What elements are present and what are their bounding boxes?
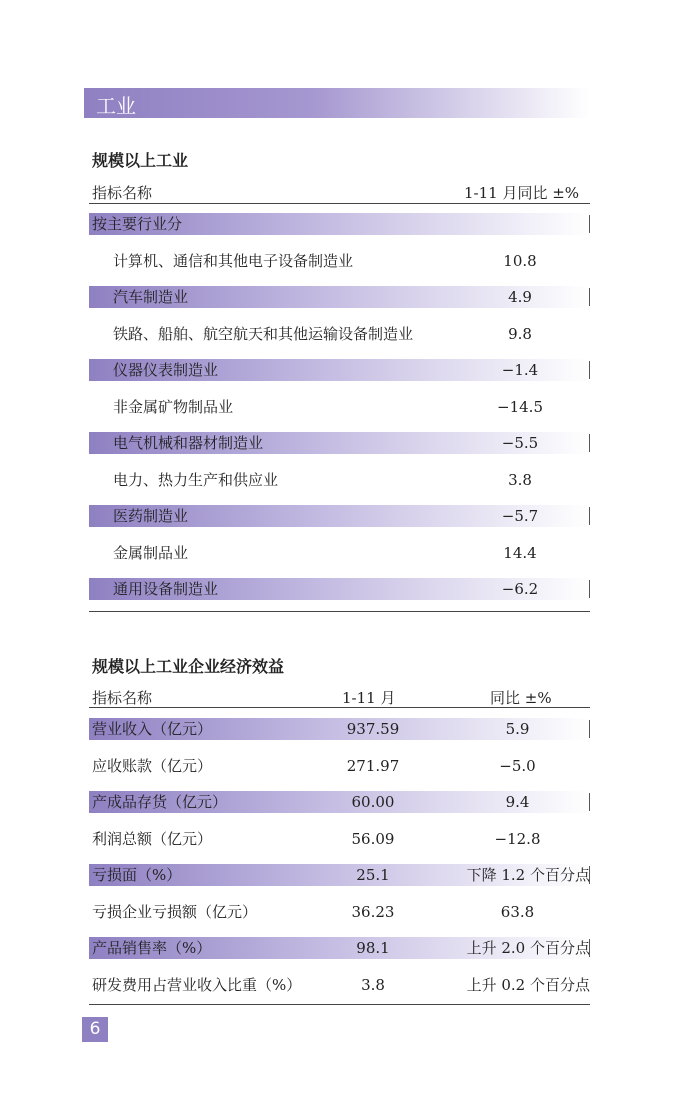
- table-row: [89, 755, 590, 777]
- table-row: [89, 718, 590, 740]
- table-row: [89, 828, 590, 850]
- table2-col-name: 指标名称: [92, 689, 153, 707]
- row-name: 金属制品业: [113, 544, 189, 562]
- table1-header-rule: [89, 203, 590, 204]
- table-row: [89, 937, 590, 959]
- row-value: 4.9: [508, 288, 532, 306]
- row-name: 应收账款（亿元）: [92, 757, 213, 775]
- row-name: 电气机械和器材制造业: [113, 434, 264, 452]
- row-name: 铁路、船舶、航空航天和其他运输设备制造业: [113, 325, 414, 343]
- row-name: 亏损面（%）: [92, 866, 182, 884]
- row-name: 汽车制造业: [113, 288, 189, 306]
- table-row: [89, 323, 590, 345]
- table1-bottom-rule: [89, 611, 590, 612]
- row-change: 下降 1.2 个百分点: [466, 866, 590, 884]
- table2-bottom-rule: [89, 1004, 590, 1005]
- row-name: 计算机、通信和其他电子设备制造业: [113, 252, 354, 270]
- row-change: 上升 2.0 个百分点: [466, 939, 590, 957]
- table-row: [89, 791, 590, 813]
- row-value: 271.97: [346, 757, 400, 775]
- table2-col-value: 1-11 月: [342, 689, 396, 707]
- row-name: 非金属矿物制品业: [113, 398, 234, 416]
- row-name: 营业收入（亿元）: [92, 720, 213, 738]
- table1-col-value: 1-11 月同比 ±%: [464, 184, 580, 202]
- row-value: 25.1: [356, 866, 390, 884]
- row-value: −5.7: [501, 507, 539, 525]
- row-value: −5.5: [501, 434, 539, 452]
- table1-title: 规模以上工业: [92, 151, 189, 170]
- table-row: [89, 578, 590, 600]
- row-value: 3.8: [508, 471, 532, 489]
- row-value: 56.09: [351, 830, 395, 848]
- row-change: 63.8: [500, 903, 535, 921]
- row-value: 36.23: [351, 903, 395, 921]
- table-row: [89, 469, 590, 491]
- table2-header-rule: [89, 707, 590, 708]
- row-value: −6.2: [501, 580, 539, 598]
- page-number: 6: [82, 1017, 108, 1042]
- table-row: [89, 505, 590, 527]
- table-row: [89, 974, 590, 996]
- table1-group-row: [89, 213, 590, 235]
- row-value: −1.4: [501, 361, 539, 379]
- row-value: −14.5: [497, 398, 543, 416]
- row-name: 产品销售率（%）: [92, 939, 212, 957]
- row-name: 仪器仪表制造业: [113, 361, 219, 379]
- row-value: 10.8: [503, 252, 537, 270]
- table1-group-label: 按主要行业分: [92, 215, 183, 233]
- row-name: 亏损企业亏损额（亿元）: [92, 903, 258, 921]
- table-row: [89, 359, 590, 381]
- table-row: [89, 432, 590, 454]
- table-row: [89, 286, 590, 308]
- table-row: [89, 250, 590, 272]
- table2-col-change: 同比 ±%: [490, 689, 552, 707]
- table-row: [89, 864, 590, 886]
- row-change: 9.4: [505, 793, 530, 811]
- row-change: 上升 0.2 个百分点: [466, 976, 590, 994]
- row-name: 医药制造业: [113, 507, 189, 525]
- row-name: 利润总额（亿元）: [92, 830, 213, 848]
- section-title: 工业: [96, 94, 136, 118]
- row-value: 937.59: [346, 720, 400, 738]
- table2-title: 规模以上工业企业经济效益: [92, 657, 285, 676]
- table-row: [89, 901, 590, 923]
- section-header: [84, 88, 590, 118]
- row-name: 电力、热力生产和供应业: [113, 471, 279, 489]
- row-value: 9.8: [508, 325, 532, 343]
- row-name: 产成品存货（亿元）: [92, 793, 228, 811]
- row-value: 60.00: [351, 793, 395, 811]
- row-name: 研发费用占营业收入比重（%）: [92, 976, 302, 994]
- row-value: 3.8: [361, 976, 385, 994]
- row-change: −5.0: [499, 757, 536, 775]
- row-change: 5.9: [505, 720, 530, 738]
- row-change: −12.8: [494, 830, 541, 848]
- table1-col-name: 指标名称: [92, 184, 153, 202]
- row-value: 14.4: [503, 544, 537, 562]
- row-name: 通用设备制造业: [113, 580, 219, 598]
- row-value: 98.1: [356, 939, 390, 957]
- table-row: [89, 542, 590, 564]
- table-row: [89, 396, 590, 418]
